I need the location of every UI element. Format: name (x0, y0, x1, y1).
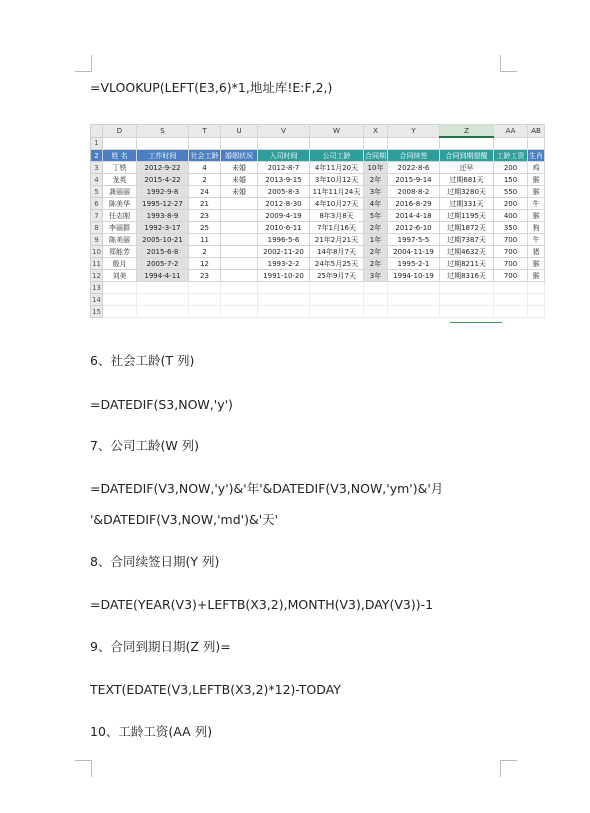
data-cell[interactable]: 猪 (528, 246, 545, 258)
empty-cell[interactable] (221, 282, 258, 294)
crop-mark-bottom-left (75, 760, 92, 777)
data-cell[interactable]: 23 (189, 210, 221, 222)
empty-cell[interactable] (310, 282, 364, 294)
data-cell[interactable]: 700 (494, 270, 528, 282)
data-cell[interactable]: 陈美华 (103, 198, 137, 210)
table-row (91, 150, 545, 162)
data-cell[interactable]: 2012-8-7 (258, 162, 310, 174)
data-cell[interactable]: 还早 (440, 162, 494, 174)
row-number[interactable]: 3 (91, 162, 103, 174)
data-cell[interactable]: 1年 (364, 234, 388, 246)
header-cell[interactable]: 公司工龄 (310, 150, 364, 162)
empty-cell[interactable] (528, 137, 545, 150)
data-cell[interactable]: 2012-8-30 (258, 198, 310, 210)
data-cell[interactable]: 陈美丽 (103, 234, 137, 246)
row-number[interactable]: 2 (91, 150, 103, 162)
column-header-x[interactable]: X (364, 125, 388, 138)
data-cell[interactable]: 1997-5-5 (388, 234, 440, 246)
data-cell[interactable]: 2002-11-20 (258, 246, 310, 258)
table-row (91, 162, 545, 174)
row-number[interactable]: 6 (91, 198, 103, 210)
data-cell[interactable]: 550 (494, 186, 528, 198)
empty-cell[interactable] (103, 137, 137, 150)
table-row (91, 137, 545, 150)
row-number[interactable]: 11 (92, 259, 101, 268)
data-cell[interactable]: 2005-8-3 (258, 186, 310, 198)
header-cell[interactable]: 社会工龄 (190, 151, 219, 160)
empty-cell[interactable] (364, 306, 388, 318)
data-cell[interactable]: 5年 (364, 210, 388, 222)
data-cell[interactable]: 牛 (528, 198, 545, 210)
spreadsheet-screenshot (90, 124, 563, 324)
formula-line: '&DATEDIF(V3,NOW,'md')&'天' (90, 512, 279, 527)
data-cell[interactable]: 1992-3-17 (137, 222, 189, 234)
section-heading: 8、合同续签日期(Y 列) (90, 554, 220, 569)
row-number[interactable]: 4 (91, 174, 103, 186)
table-row (91, 234, 545, 246)
spreadsheet-table (90, 124, 545, 318)
header-cell[interactable]: 合同期 (365, 151, 386, 160)
header-cell[interactable]: 入司时间 (258, 150, 310, 162)
data-cell[interactable]: 700 (494, 246, 528, 258)
data-cell[interactable]: 2015-9-14 (388, 174, 440, 186)
data-cell[interactable]: 350 (494, 222, 528, 234)
empty-cell[interactable] (388, 294, 440, 306)
data-cell[interactable]: 过期8316天 (440, 270, 494, 282)
data-cell[interactable]: 25 (189, 222, 221, 234)
empty-cell[interactable] (310, 294, 364, 306)
data-cell[interactable] (221, 198, 258, 210)
data-cell[interactable]: 2008-8-2 (388, 186, 440, 198)
empty-cell[interactable] (103, 294, 137, 306)
data-cell[interactable]: 2004-11-19 (388, 246, 440, 258)
formula-vlookup: =VLOOKUP(LEFT(E3,6)*1,地址库!E:F,2,) (90, 80, 333, 95)
data-cell[interactable]: 2015-4-22 (137, 174, 189, 186)
data-cell[interactable]: 2 (189, 174, 221, 186)
data-cell[interactable]: 7年1月16天 (310, 222, 364, 234)
row-number[interactable]: 5 (91, 186, 103, 198)
crop-mark-bottom-right (500, 760, 517, 777)
empty-cell[interactable] (388, 306, 440, 318)
data-cell[interactable]: 2013-9-15 (258, 174, 310, 186)
formula-line: =DATE(YEAR(V3)+LEFTB(X3,2),MONTH(V3),DAY(V3))-1 (90, 597, 434, 612)
empty-cell[interactable] (137, 306, 189, 318)
formula-line: =DATEDIF(S3,NOW,'y') (90, 397, 233, 412)
data-cell[interactable]: 1993-2-2 (258, 258, 310, 270)
data-cell[interactable]: 未婚 (221, 186, 258, 198)
empty-cell[interactable] (364, 282, 388, 294)
data-cell[interactable]: 700 (494, 234, 528, 246)
data-cell[interactable]: 4 (189, 162, 221, 174)
data-cell[interactable]: 10年 (364, 162, 388, 174)
empty-cell[interactable] (137, 137, 189, 150)
data-cell[interactable]: 1992-9-8 (137, 186, 189, 198)
data-cell[interactable]: 24 (189, 186, 221, 198)
data-cell[interactable]: 鸡 (528, 162, 545, 174)
data-cell[interactable]: 猴 (528, 210, 545, 222)
data-cell[interactable]: 丁铁 (103, 162, 137, 174)
data-cell[interactable]: 殷月 (103, 258, 137, 270)
empty-cell[interactable] (137, 282, 189, 294)
data-cell[interactable]: 2022-8-6 (388, 162, 440, 174)
data-cell[interactable]: 猴 (528, 258, 545, 270)
data-cell[interactable]: 200 (494, 198, 528, 210)
data-cell[interactable]: 过期4632天 (440, 246, 494, 258)
data-cell[interactable]: 14年8月7天 (310, 246, 364, 258)
data-cell[interactable] (221, 258, 258, 270)
data-cell[interactable]: 150 (494, 174, 528, 186)
empty-cell[interactable] (310, 306, 364, 318)
empty-cell[interactable] (528, 306, 545, 318)
empty-cell[interactable] (103, 306, 137, 318)
empty-cell[interactable] (388, 282, 440, 294)
data-cell[interactable]: 21年2月21天 (310, 234, 364, 246)
data-cell[interactable]: 过期1195天 (440, 210, 494, 222)
table-row (91, 174, 545, 186)
data-cell[interactable]: 2年 (364, 246, 388, 258)
data-cell[interactable]: 郑能芳 (103, 246, 137, 258)
empty-cell[interactable] (440, 282, 494, 294)
header-cell[interactable]: 生肖 (529, 151, 543, 160)
row-number[interactable]: 10 (92, 247, 101, 256)
data-cell[interactable]: 2年 (364, 222, 388, 234)
table-row (91, 186, 545, 198)
data-cell[interactable] (221, 234, 258, 246)
empty-cell[interactable] (258, 282, 310, 294)
empty-cell[interactable] (137, 294, 189, 306)
table-row (91, 222, 545, 234)
table-row (91, 246, 545, 258)
data-cell[interactable]: 过期3280天 (440, 186, 494, 198)
empty-cell[interactable] (528, 282, 545, 294)
empty-cell[interactable] (528, 294, 545, 306)
empty-cell[interactable] (221, 137, 258, 150)
empty-cell[interactable] (189, 306, 221, 318)
data-cell[interactable]: 4年10月27天 (310, 198, 364, 210)
empty-cell[interactable] (258, 137, 310, 150)
column-header-d[interactable]: D (103, 125, 137, 138)
row-number[interactable]: 12 (92, 271, 101, 280)
data-cell[interactable]: 过期7387天 (440, 234, 494, 246)
data-cell[interactable]: 1994-4-11 (137, 270, 189, 282)
data-cell[interactable]: 2年 (364, 258, 388, 270)
column-header-w[interactable]: W (310, 125, 364, 138)
column-header-ab[interactable]: AB (528, 125, 545, 138)
section-heading: 7、公司工龄(W 列) (90, 438, 200, 453)
empty-cell[interactable] (310, 137, 364, 150)
data-cell[interactable]: 11 (189, 234, 221, 246)
empty-cell[interactable] (189, 137, 221, 150)
data-cell[interactable]: 21 (189, 198, 221, 210)
data-cell[interactable]: 过期8211天 (440, 258, 494, 270)
header-cell[interactable]: 工龄工资 (494, 150, 528, 162)
empty-cell[interactable] (494, 137, 528, 150)
empty-cell[interactable] (440, 137, 494, 150)
empty-cell[interactable] (103, 282, 137, 294)
data-cell[interactable]: 狗 (528, 222, 545, 234)
data-cell[interactable]: 牛 (528, 234, 545, 246)
data-cell[interactable]: 4年 (364, 198, 388, 210)
column-header-u[interactable]: U (221, 125, 258, 138)
empty-cell[interactable] (494, 294, 528, 306)
table-row (91, 258, 545, 270)
data-cell[interactable]: 2 (189, 246, 221, 258)
table-row (91, 294, 545, 306)
column-header-z[interactable]: Z (440, 125, 494, 138)
crop-mark-top-left (75, 55, 92, 72)
data-cell[interactable]: 2012-9-22 (137, 162, 189, 174)
empty-cell[interactable] (494, 306, 528, 318)
sheet-corner[interactable] (91, 125, 103, 138)
column-header-aa[interactable]: AA (494, 125, 528, 138)
data-cell[interactable]: 过期681天 (440, 174, 494, 186)
data-cell[interactable]: 刘美 (103, 270, 137, 282)
data-cell[interactable]: 龚丽丽 (103, 186, 137, 198)
data-cell[interactable]: 2015-6-8 (137, 246, 189, 258)
header-cell[interactable]: 婚姻状况 (221, 150, 258, 162)
row-number[interactable]: 1 (91, 137, 103, 150)
data-cell[interactable]: 3年 (364, 186, 388, 198)
data-cell[interactable]: 1994-10-19 (388, 270, 440, 282)
data-cell[interactable]: 1993-8-9 (137, 210, 189, 222)
section-heading: 9、合同到期日期(Z 列)= (90, 639, 231, 654)
header-cell[interactable]: 工作时间 (137, 150, 189, 162)
crop-mark-top-right (500, 55, 517, 72)
empty-cell[interactable] (364, 137, 388, 150)
section-heading: 10、工龄工资(AA 列) (90, 724, 213, 739)
selection-indicator (450, 322, 502, 323)
section-heading: 6、社会工龄(T 列) (90, 353, 195, 368)
data-cell[interactable]: 猴 (528, 186, 545, 198)
data-cell[interactable]: 2005-10-21 (137, 234, 189, 246)
data-cell[interactable]: 2012-6-10 (388, 222, 440, 234)
empty-cell[interactable] (440, 294, 494, 306)
table-row (91, 306, 545, 318)
row-number[interactable]: 14 (92, 295, 101, 304)
data-cell[interactable]: 1995-12-27 (137, 198, 189, 210)
empty-cell[interactable] (494, 282, 528, 294)
empty-cell[interactable] (189, 294, 221, 306)
empty-cell[interactable] (440, 306, 494, 318)
data-cell[interactable]: 任志刚 (103, 210, 137, 222)
data-cell[interactable]: 400 (494, 210, 528, 222)
column-header-row (91, 125, 545, 138)
data-cell[interactable]: 700 (494, 258, 528, 270)
data-cell[interactable]: 猴 (528, 174, 545, 186)
data-cell[interactable]: 12 (189, 258, 221, 270)
data-cell[interactable]: 2009-4-19 (258, 210, 310, 222)
empty-cell[interactable] (221, 294, 258, 306)
data-cell[interactable]: 2014-4-18 (388, 210, 440, 222)
data-cell[interactable]: 2年 (364, 174, 388, 186)
data-cell[interactable]: 23 (189, 270, 221, 282)
data-cell[interactable]: 3年10月12天 (310, 174, 364, 186)
column-header-v[interactable]: V (258, 125, 310, 138)
data-cell[interactable]: 3年 (364, 270, 388, 282)
row-number[interactable]: 7 (91, 210, 103, 222)
data-cell[interactable]: 2005-7-2 (137, 258, 189, 270)
column-header-t[interactable]: T (189, 125, 221, 138)
data-cell[interactable]: 24年5月25天 (310, 258, 364, 270)
header-cell[interactable]: 合同到期提醒 (440, 150, 494, 162)
data-cell[interactable]: 11年11月24天 (310, 186, 364, 198)
empty-cell[interactable] (221, 306, 258, 318)
data-cell[interactable]: 未婚 (221, 174, 258, 186)
formula-line: TEXT(EDATE(V3,LEFTB(X3,2)*12)-TODAY (90, 682, 341, 697)
row-number[interactable]: 8 (91, 222, 103, 234)
data-cell[interactable] (221, 222, 258, 234)
data-cell[interactable]: 1995-2-1 (388, 258, 440, 270)
data-cell[interactable]: 200 (494, 162, 528, 174)
data-cell[interactable]: 未婚 (221, 162, 258, 174)
table-row (91, 198, 545, 210)
table-row (91, 282, 545, 294)
row-number[interactable]: 13 (92, 283, 101, 292)
empty-cell[interactable] (388, 137, 440, 150)
data-cell[interactable] (221, 270, 258, 282)
data-cell[interactable]: 猴 (528, 270, 545, 282)
empty-cell[interactable] (258, 306, 310, 318)
data-cell[interactable]: 李丽群 (103, 222, 137, 234)
data-cell[interactable] (221, 210, 258, 222)
header-cell[interactable]: 合同续签 (388, 150, 440, 162)
data-cell[interactable]: 2010-6-11 (258, 222, 310, 234)
row-number[interactable]: 9 (91, 234, 103, 246)
data-cell[interactable]: 4年11月20天 (310, 162, 364, 174)
table-row (91, 270, 545, 282)
formula-line: =DATEDIF(V3,NOW,'y')&'年'&DATEDIF(V3,NOW,'ym')&'月 (90, 481, 444, 496)
header-cell[interactable]: 姓 名 (103, 150, 137, 162)
row-number[interactable]: 15 (92, 307, 101, 316)
table-row (91, 210, 545, 222)
empty-cell[interactable] (258, 294, 310, 306)
column-header-y[interactable]: Y (388, 125, 440, 138)
empty-cell[interactable] (189, 282, 221, 294)
data-cell[interactable] (221, 246, 258, 258)
data-cell[interactable]: 过期331天 (440, 198, 494, 210)
data-cell[interactable]: 1996-5-6 (258, 234, 310, 246)
empty-cell[interactable] (364, 294, 388, 306)
data-cell[interactable]: 2016-8-29 (388, 198, 440, 210)
data-cell[interactable]: 8年3月8天 (310, 210, 364, 222)
data-cell[interactable]: 过期1872天 (440, 222, 494, 234)
data-cell[interactable]: 25年9月7天 (310, 270, 364, 282)
data-cell[interactable]: 1991-10-20 (258, 270, 310, 282)
column-header-s[interactable]: S (137, 125, 189, 138)
data-cell[interactable]: 龙英 (103, 174, 137, 186)
